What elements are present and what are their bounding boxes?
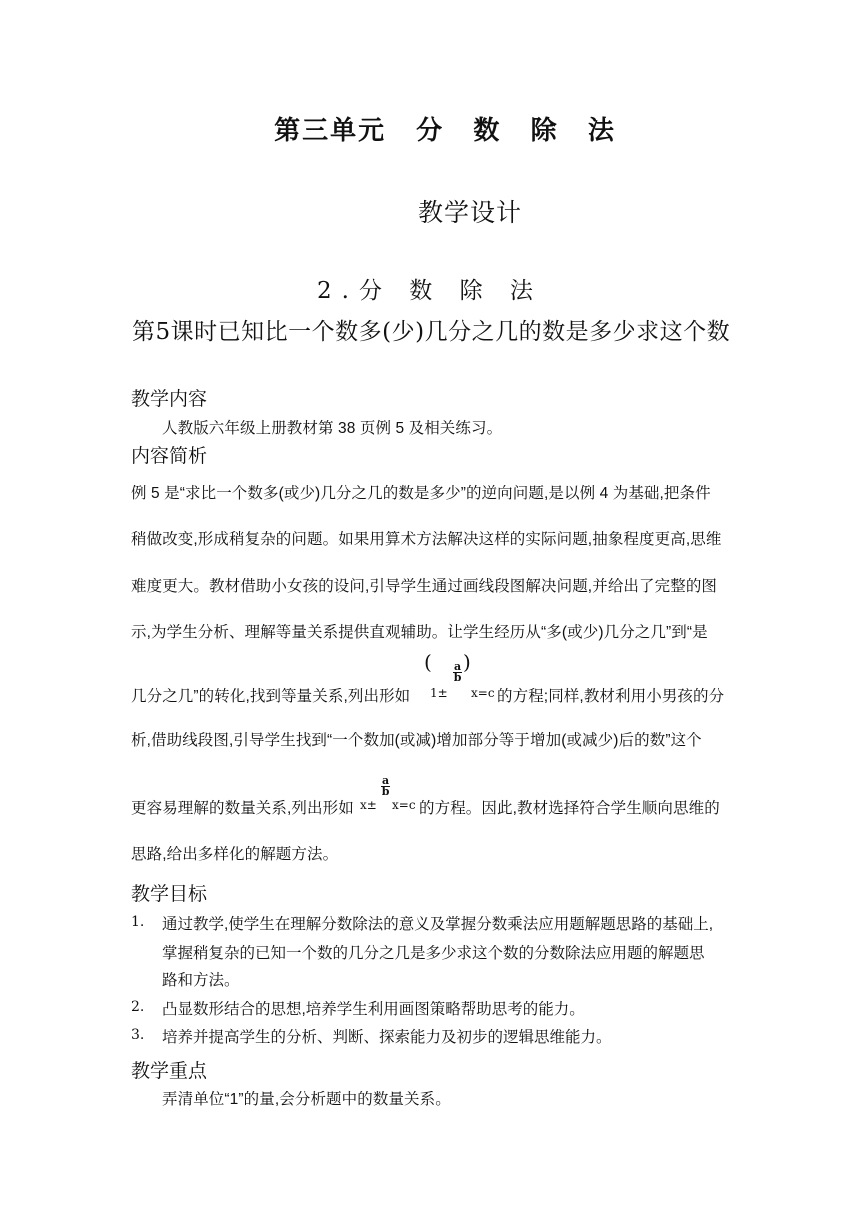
list-item-line: 路和方法。 xyxy=(162,972,240,989)
analysis-line-4: 示,为学生分析、理解等量关系提供直观辅助。让学生经历从“多(或少)几分之几”到“是 xyxy=(131,624,708,641)
section-heading-content: 教学内容 xyxy=(131,389,208,410)
formula-1-close-paren: ) xyxy=(463,650,471,674)
formula-1-numerator: a xyxy=(454,660,462,673)
unit-title: 分 数 除 法 xyxy=(416,115,626,145)
list-item-line: 培养并提高学生的分析、判断、探索能力及初步的逻辑思维能力。 xyxy=(162,1029,612,1046)
lesson-title: 2.分 数 除 法 xyxy=(317,278,543,304)
formula-2-prefix: x± xyxy=(360,798,377,812)
formula-1-suffix: x=c xyxy=(471,686,495,700)
list-item-number: 1. xyxy=(131,914,145,930)
formula-1-denominator: b xyxy=(453,671,462,684)
section-heading-key-points: 教学重点 xyxy=(131,1061,208,1082)
formula-2-numerator: a xyxy=(382,774,390,787)
section-heading-goals: 教学目标 xyxy=(131,884,208,905)
period-title: 第5课时已知比一个数多(少)几分之几的数是多少求这个数 xyxy=(132,319,731,345)
formula-1-prefix: 1± xyxy=(430,686,448,700)
analysis-line-7a: 更容易理解的数量关系,列出形如 xyxy=(131,800,354,817)
analysis-line-8: 思路,给出多样化的解题方法。 xyxy=(131,846,339,863)
list-item-line: 凸显数形结合的思想,培养学生利用画图策略帮助思考的能力。 xyxy=(162,1001,585,1018)
formula-2-suffix: x=c xyxy=(392,798,416,812)
formula-2-fraction xyxy=(381,776,390,797)
analysis-line-6: 析,借助线段图,引导学生找到“一个数加(或减)增加部分等于增加(或减少)后的数”这个 xyxy=(131,732,702,749)
key-points-text: 弄清单位“1”的量,会分析题中的数量关系。 xyxy=(162,1091,451,1108)
list-item-line: 掌握稍复杂的已知一个数的几分之几是多少求这个数的分数除法应用题的解题思 xyxy=(162,945,705,962)
analysis-line-2: 稍做改变,形成稍复杂的问题。如果用算术方法解决这样的实际问题,抽象程度更高,思维 xyxy=(131,531,722,548)
analysis-line-7b: 的方程。因此,教材选择符合学生顺向思维的 xyxy=(419,800,720,817)
analysis-line-3: 难度更大。教材借助小女孩的设问,引导学生通过画线段图解决问题,并给出了完整的图 xyxy=(131,578,718,595)
formula-1-fraction xyxy=(453,662,462,683)
analysis-line-5a: 几分之几”的转化,找到等量关系,列出形如 xyxy=(131,688,411,705)
list-item-number: 3. xyxy=(131,1027,145,1043)
unit-heading xyxy=(0,110,860,147)
content-text: 人教版六年级上册教材第 38 页例 5 及相关练习。 xyxy=(162,420,503,437)
list-item-line: 通过教学,使学生在理解分数除法的意义及掌握分数乘法应用题解题思路的基础上, xyxy=(162,916,714,933)
design-title: 教学设计 xyxy=(417,198,522,227)
unit-prefix: 第三单元 xyxy=(274,115,387,145)
analysis-line-5b: 的方程;同样,教材利用小男孩的分 xyxy=(497,688,725,705)
formula-2-denominator: b xyxy=(381,785,390,798)
analysis-line-1: 例 5 是“求比一个数多(或少)几分之几的数是多少”的逆向问题,是以例 4 为基础,把条件 xyxy=(131,485,711,502)
formula-1-open-paren: ( xyxy=(424,650,432,674)
list-item-number: 2. xyxy=(131,999,145,1015)
section-heading-analysis: 内容简析 xyxy=(131,446,208,467)
